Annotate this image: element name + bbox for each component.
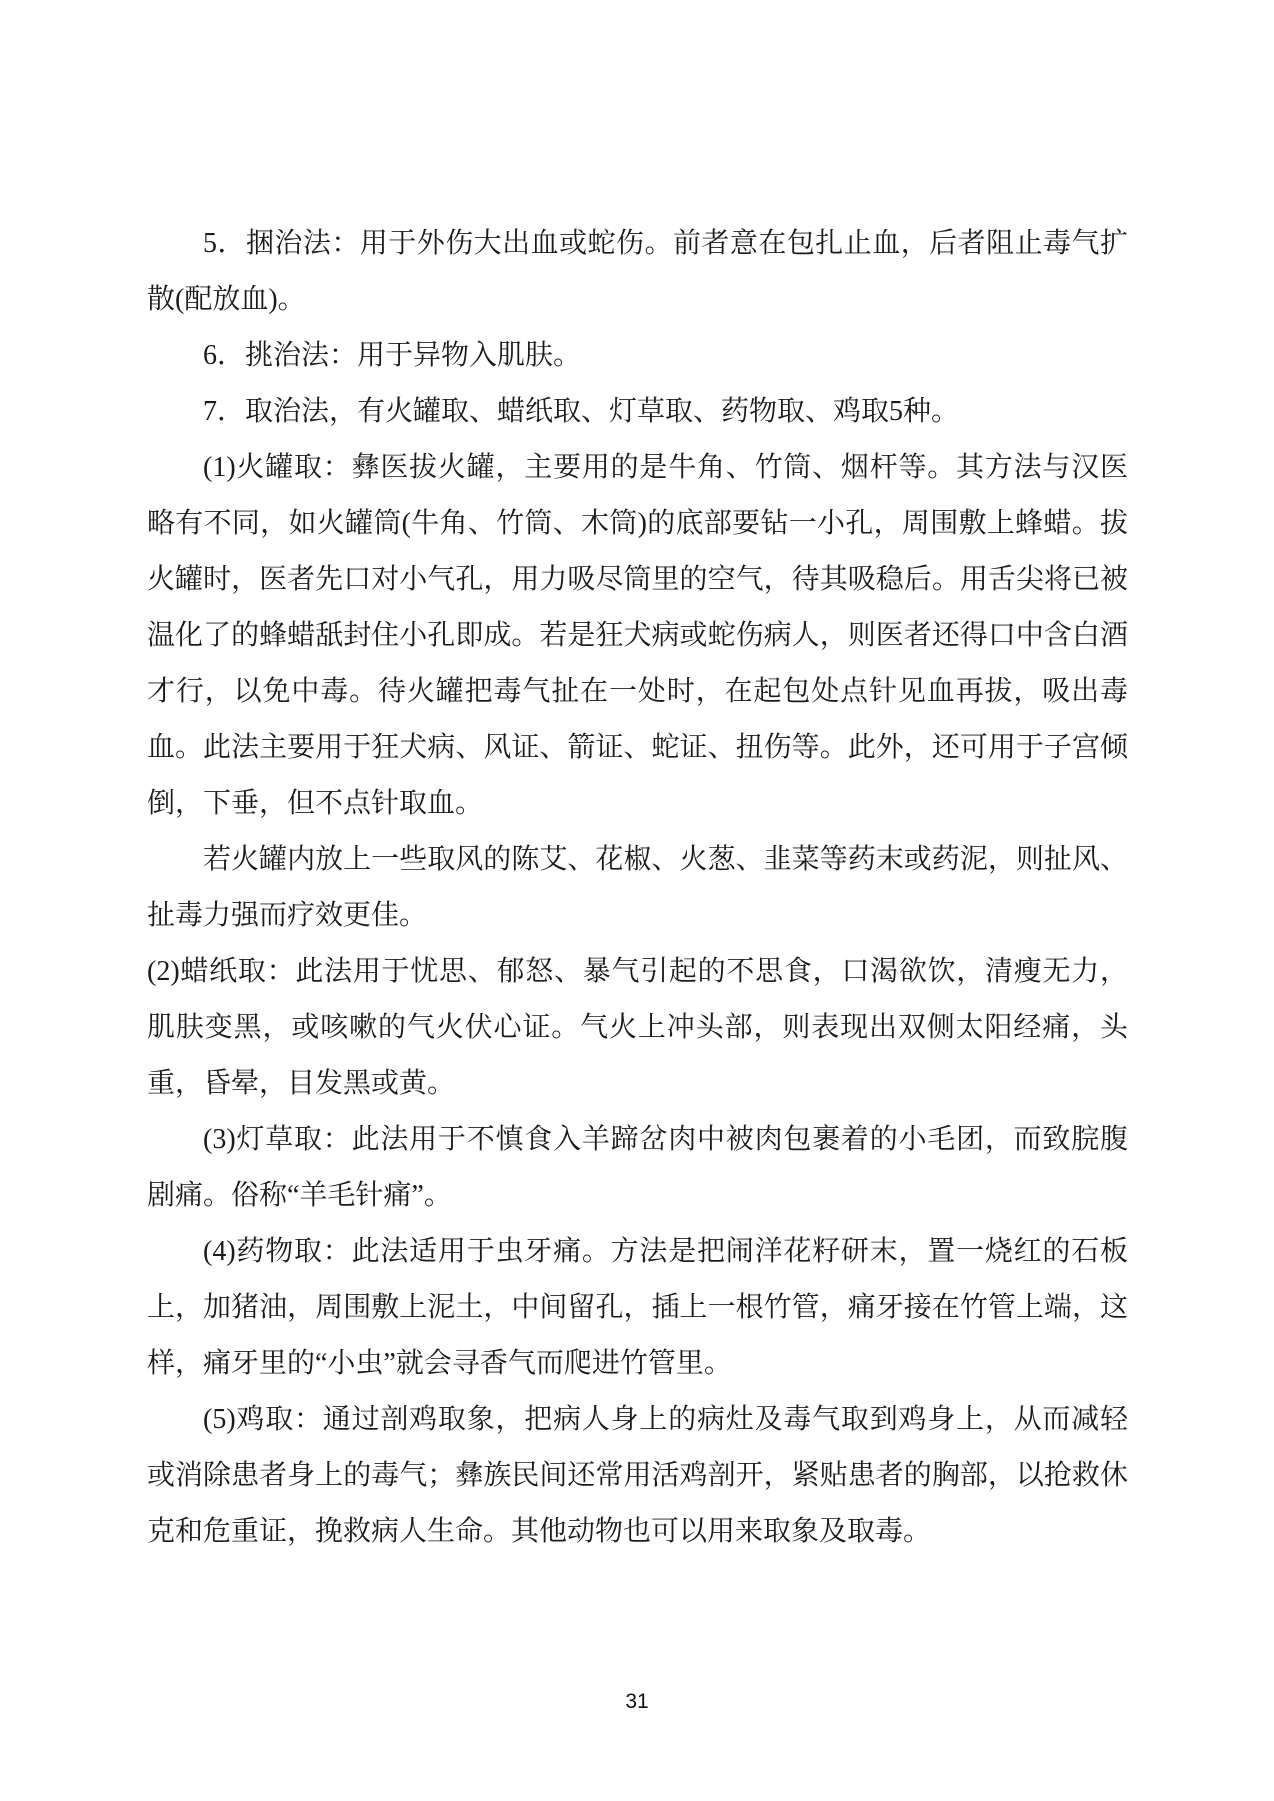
paragraph-la-zhi-qu: (2)蜡纸取：此法用于忧思、郁怒、暴气引起的不思食，口渴欲饮，清瘦无力，肌肤变黑，或咳嗽的气火伏心证。气火上冲头部，则表现出双侧太阳经痛，头重，昏晕，目发黑或黄。 <box>147 956 1128 1099</box>
paragraph-huo-guan-qu-note: 若火罐内放上一些取风的陈艾、花椒、火葱、韭菜等药末或药泥，则扯风、扯毒力强而疗效更佳。 <box>147 844 1128 931</box>
paragraph-qu-zhi-fa: 7．取治法，有火罐取、蜡纸取、灯草取、药物取、鸡取5种。 <box>203 396 960 427</box>
paragraph-yao-wu-qu: (4)药物取：此法适用于虫牙痛。方法是把闹洋花籽研末，置一烧红的石板上，加猪油，周围敷上泥土，中间留孔，插上一根竹管，痛牙接在竹管上端，这样，痛牙里的“小虫”就会寻香气而爬进竹管里。 <box>147 1236 1128 1379</box>
document-body <box>147 216 1128 1560</box>
paragraph-kun-zhi-fa: 5．捆治法：用于外伤大出血或蛇伤。前者意在包扎止血，后者阻止毒气扩散(配放血)。 <box>147 228 1128 315</box>
page-number: 31 <box>625 1690 649 1713</box>
paragraph-ji-qu: (5)鸡取：通过剖鸡取象，把病人身上的病灶及毒气取到鸡身上，从而减轻或消除患者身上的毒气；彝族民间还常用活鸡剖开，紧贴患者的胸部，以抢救休克和危重证，挽救病人生命。其他动物也可以用来取象及取毒。 <box>147 1404 1128 1547</box>
paragraph-deng-cao-qu: (3)灯草取：此法用于不慎食入羊蹄岔肉中被肉包裹着的小毛团，而致脘腹剧痛。俗称“羊毛针痛”。 <box>147 1124 1128 1211</box>
paragraph-huo-guan-qu: (1)火罐取：彝医拔火罐，主要用的是牛角、竹筒、烟杆等。其方法与汉医略有不同，如火罐筒(牛角、竹筒、木筒)的底部要钻一小孔，周围敷上蜂蜡。拔火罐时，医者先口对小气孔，用力吸尽筒里的空气，待其吸稳后。用舌尖将已被温化了的蜂蜡舐封住小孔即成。若是狂犬病或蛇伤病人，则医者还得口中含白酒才行，以免中毒。待火罐把毒气扯在一处时，在起包处点针见血再拔，吸出毒血。此法主要用于狂犬病、风证、箭证、蛇证、扭伤等。此外，还可用于子宫倾倒，下垂，但不点针取血。 <box>147 452 1128 819</box>
paragraph-tiao-zhi-fa: 6．挑治法：用于异物入肌肤。 <box>203 340 582 371</box>
